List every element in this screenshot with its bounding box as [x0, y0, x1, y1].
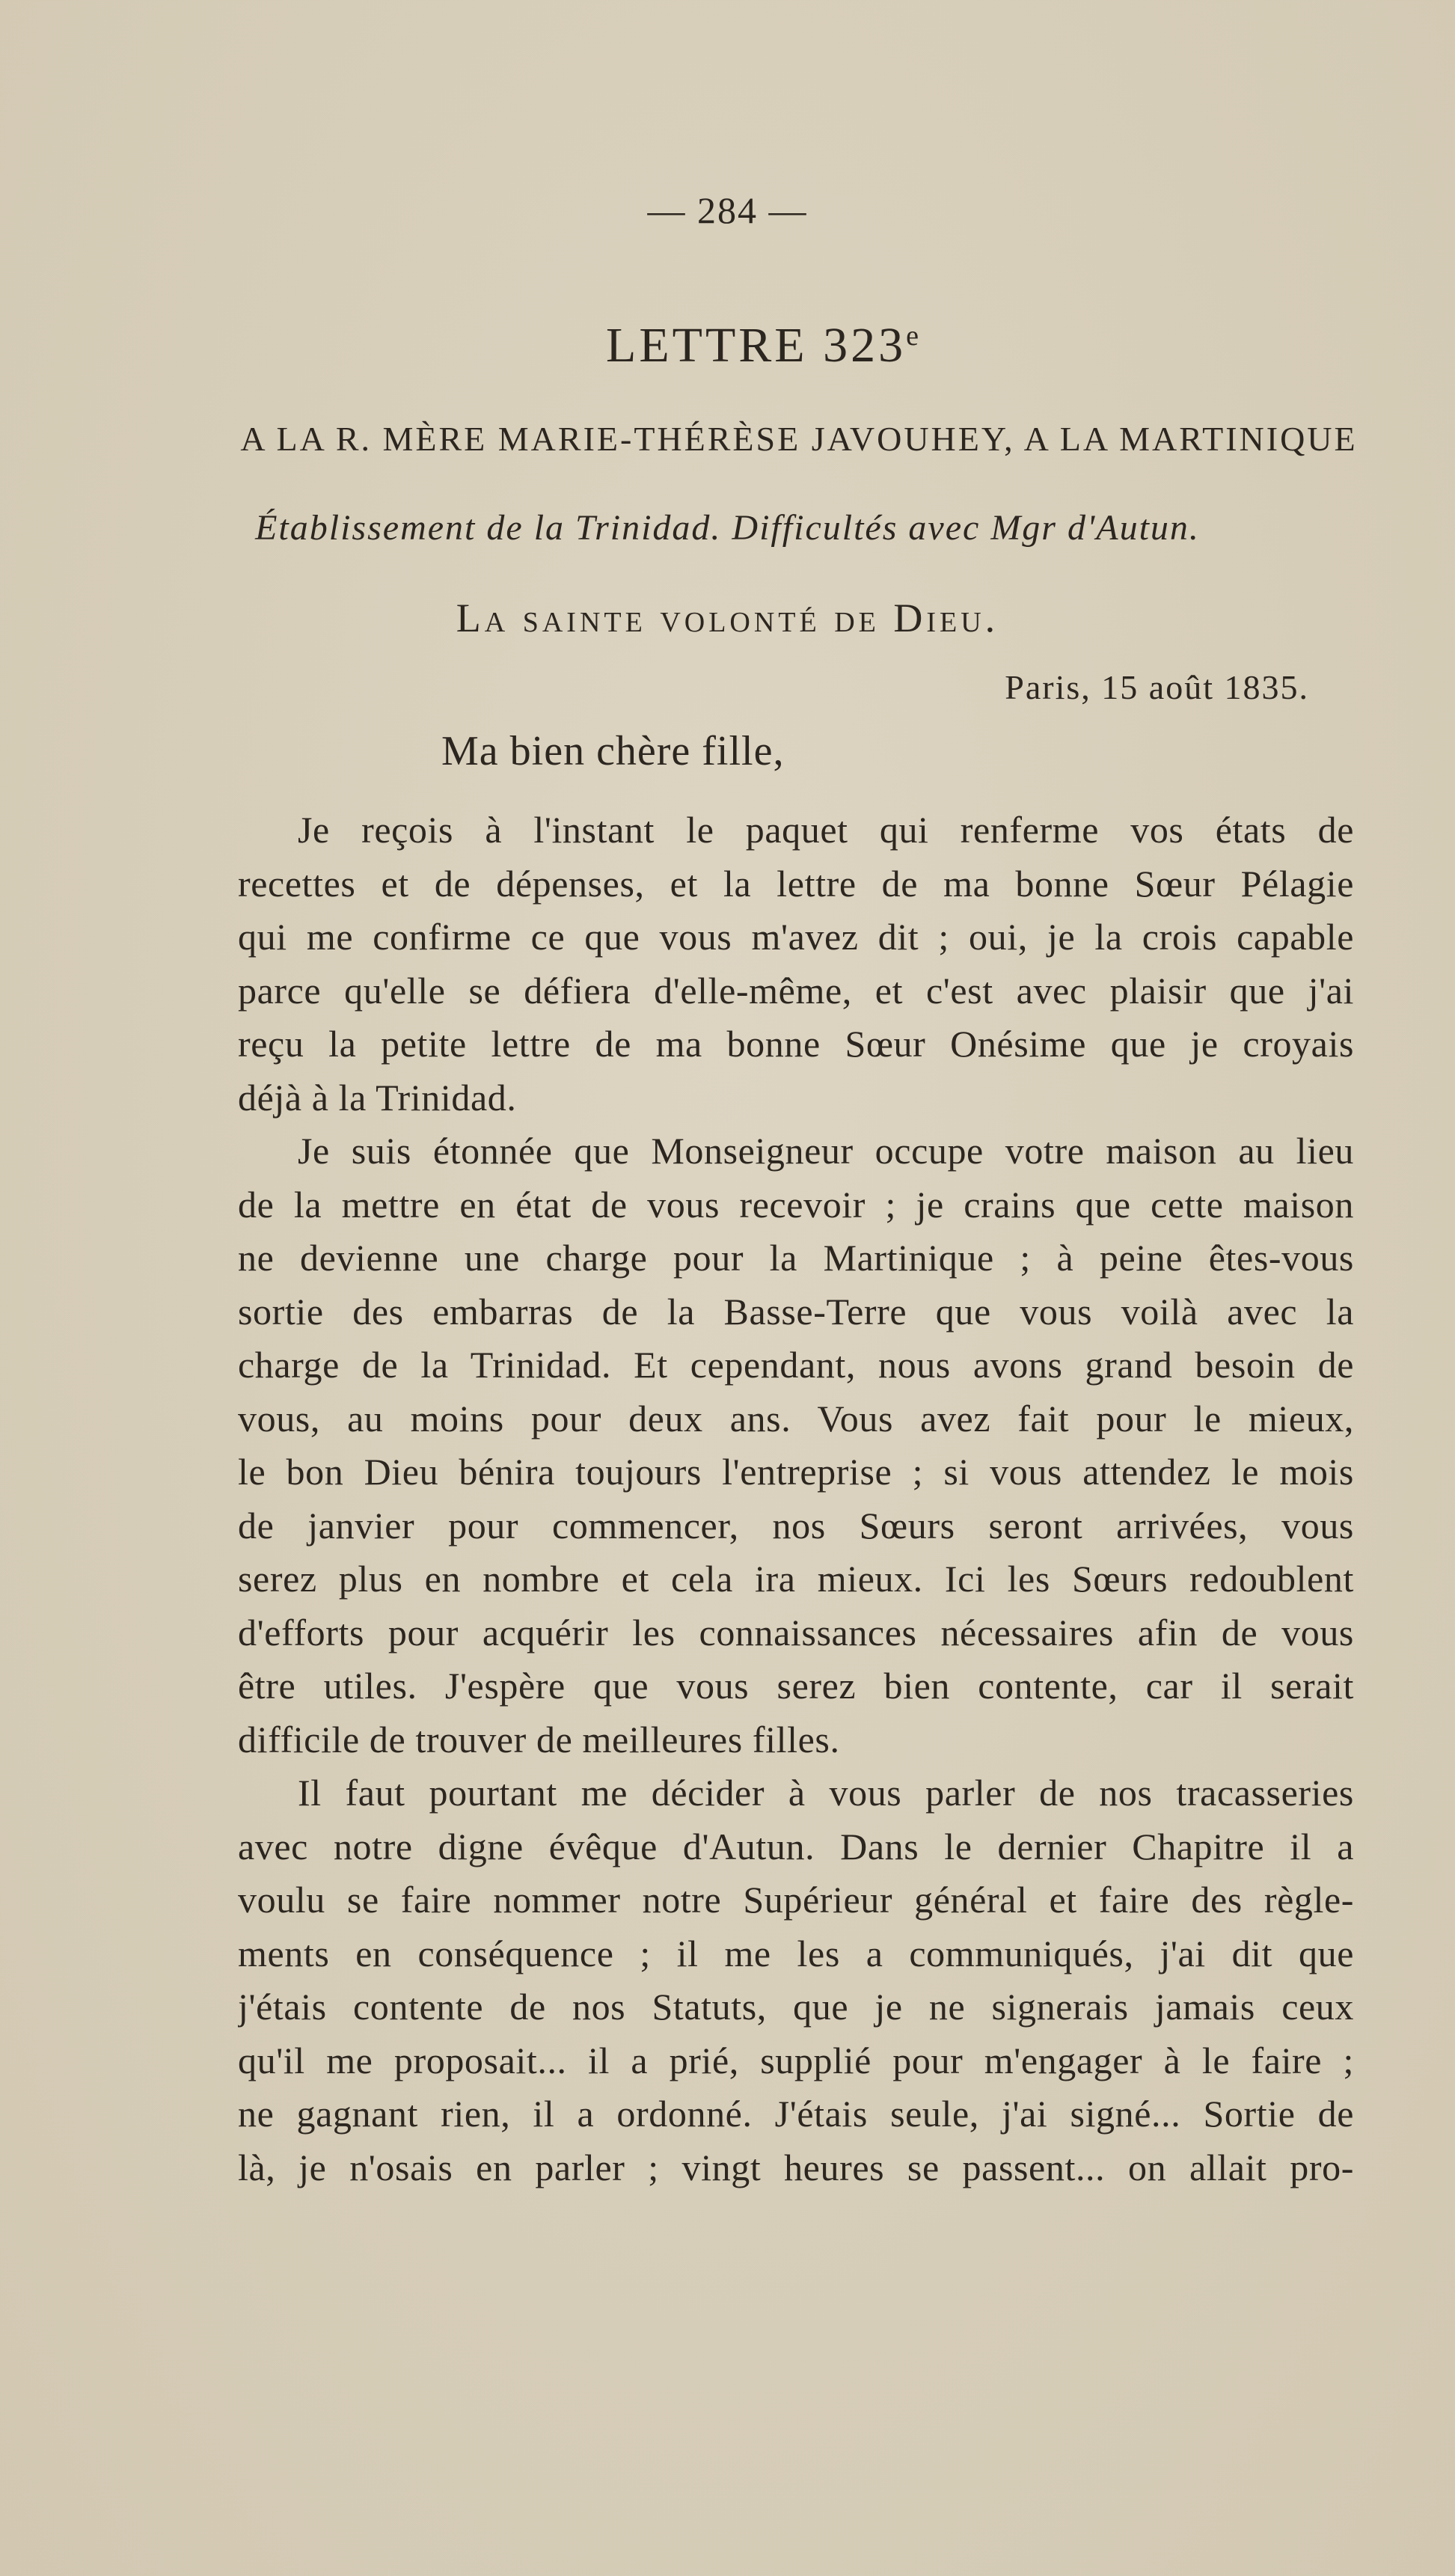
letter-title: [0, 317, 1455, 374]
letter-invocation: La sainte volonté de Dieu.: [456, 596, 999, 640]
text-line: ments en conséquence ; il me les a communiqués, j'ai dit que: [238, 1932, 1354, 1974]
text-line: Je suis étonnée que Monseigneur occupe votre maison au lieu: [298, 1130, 1354, 1172]
text-line: Il faut pourtant me décider à vous parler de nos tracasseries: [298, 1772, 1354, 1814]
text-line: ne gagnant rien, il a ordonné. J'étais seule, j'ai signé... Sortie de: [238, 2093, 1354, 2135]
letter-title-ordinal: e: [906, 320, 919, 352]
text-line: de la mettre en état de vous recevoir ; je crains que cette maison: [238, 1183, 1354, 1226]
letter-recipient: A LA R. MÈRE MARIE-THÉRÈSE JAVOUHEY, A LA MARTINIQUE: [240, 420, 1358, 458]
page-number: — 284 —: [647, 189, 808, 231]
text-line: d'efforts pour acquérir les connaissances nécessaires afin de vous: [238, 1611, 1354, 1653]
text-line: vous, au moins pour deux ans. Vous avez fait pour le mieux,: [238, 1397, 1354, 1440]
text-line: serez plus en nombre et cela ira mieux. Ici les Sœurs redoublent: [238, 1558, 1354, 1600]
text-line: de janvier pour commencer, nos Sœurs seront arrivées, vous: [238, 1504, 1354, 1546]
text-line: déjà à la Trinidad.: [238, 1076, 517, 1119]
letter-salutation: Ma bien chère fille,: [441, 728, 785, 774]
text-line: ne devienne une charge pour la Martinique ; à peine êtes-vous: [238, 1237, 1354, 1279]
text-line: qu'il me proposait... il a prié, supplié pour m'engager à le faire ;: [238, 2039, 1354, 2081]
text-line: là, je n'osais en parler ; vingt heures se passent... on allait pro-: [238, 2146, 1354, 2188]
letter-body: [238, 804, 1354, 2194]
text-line: charge de la Trinidad. Et cependant, nous avons grand besoin de: [238, 1344, 1354, 1386]
text-line: recettes et de dépenses, et la lettre de ma bonne Sœur Pélagie: [238, 862, 1354, 905]
letter-title-main: LETTRE 323: [606, 318, 907, 373]
text-line: voulu se faire nommer notre Supérieur général et faire des règle-: [238, 1879, 1354, 1921]
text-line: j'étais contente de nos Statuts, que je ne signerais jamais ceux: [238, 1986, 1354, 2028]
text-line: Je reçois à l'instant le paquet qui renferme vos états de: [298, 809, 1354, 851]
text-line: le bon Dieu bénira toujours l'entreprise ; si vous attendez le mois: [238, 1451, 1354, 1493]
letter-subject: Établissement de la Trinidad. Difficultés avec Mgr d'Autun.: [255, 508, 1200, 548]
text-line: qui me confirme ce que vous m'avez dit ; oui, je la crois capable: [238, 916, 1354, 958]
text-line: reçu la petite lettre de ma bonne Sœur Onésime que je croyais: [238, 1023, 1354, 1065]
letter-dateline: Paris, 15 août 1835.: [1005, 668, 1309, 706]
text-line: avec notre digne évêque d'Autun. Dans le dernier Chapitre il a: [238, 1825, 1354, 1867]
text-line: parce qu'elle se défiera d'elle-même, et c'est avec plaisir que j'ai: [238, 969, 1354, 1012]
text-line: difficile de trouver de meilleures filles.: [238, 1718, 840, 1760]
text-line: être utiles. J'espère que vous serez bien contente, car il serait: [238, 1665, 1354, 1707]
text-line: sortie des embarras de la Basse-Terre que vous voilà avec la: [238, 1290, 1354, 1333]
